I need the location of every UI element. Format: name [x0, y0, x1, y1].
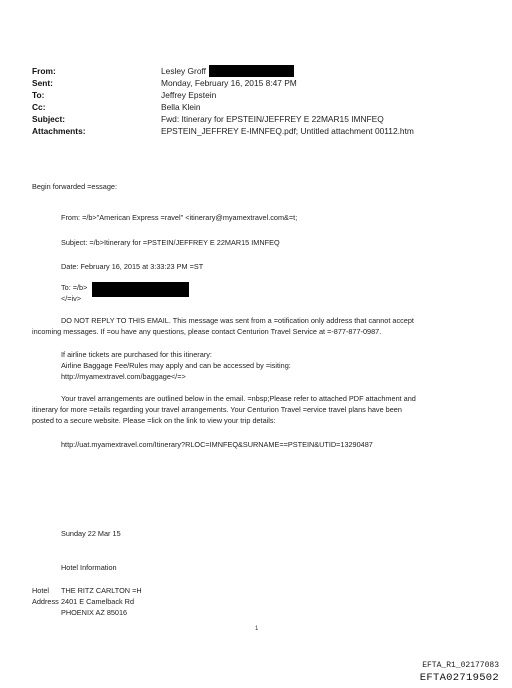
sent-value: Monday, February 16, 2015 8:47 PM [161, 78, 297, 88]
hotel-name: THE RITZ CARLTON =H [61, 586, 142, 595]
arrangements-line: Your travel arrangements are outlined below in the email. =nbsp;Please refer to attached PDF attachment and [61, 394, 416, 403]
cc-value: Bella Klein [161, 102, 201, 112]
baggage-link[interactable]: http://myamextravel.com/baggage</=> [61, 372, 186, 381]
redaction-box [92, 282, 189, 297]
baggage-line: Airline Baggage Fee/Rules may apply and can be accessed by =isiting: [61, 361, 291, 370]
subject-value: Fwd: Itinerary for EPSTEIN/JEFFREY E 22MAR15 IMNFEQ [161, 114, 384, 124]
arrangements-line: posted to a secure website. Please =lick on the link to view your trip details: [32, 416, 276, 425]
page-number: 1 [255, 626, 259, 632]
notice-line: DO NOT REPLY TO THIS EMAIL. This message was sent from a =otification only address that cannot accept [61, 316, 414, 325]
sent-label: Sent: [32, 78, 53, 88]
forwarded-from-line: From: =/b>"American Express =ravel" <itinerary@myamextravel.com&=t; [61, 213, 298, 222]
subject-label: Subject: [32, 114, 66, 124]
bates-stamp-large: EFTA02719502 [419, 672, 499, 684]
notice-line: incoming messages. If =ou have any questions, please contact Centurion Travel Service at =-877-877-0987. [32, 327, 382, 336]
attachments-label: Attachments: [32, 126, 86, 136]
attachments-value: EPSTEIN_JEFFREY E-IMNFEQ.pdf; Untitled attachment 00112.htm [161, 126, 414, 136]
arrangements-line: itinerary for more =etails regarding your travel arrangements. Your Centurion Travel =ervice travel plans have been [32, 405, 402, 414]
from-value: Lesley Groff [161, 66, 206, 76]
forwarded-date-line: Date: February 16, 2015 at 3:33:23 PM =ST [61, 262, 204, 271]
trip-details-link[interactable]: http://uat.myamextravel.com/Itinerary?RLOC=IMNFEQ&SURNAME==PSTEIN&UTID=13290487 [61, 440, 373, 449]
redaction-box [209, 65, 294, 77]
hotel-information-heading: Hotel Information [61, 563, 117, 572]
forwarded-to-line: To: =/b> [61, 283, 88, 292]
itinerary-date: Sunday 22 Mar 15 [61, 529, 121, 538]
forwarded-message-line: Begin forwarded =essage: [32, 182, 117, 191]
address-label: Address [32, 597, 59, 606]
div-close-tag: </=iv> [61, 294, 82, 303]
baggage-line: If airline tickets are purchased for this itinerary: [61, 350, 212, 359]
bates-stamp-small: EFTA_R1_02177083 [422, 661, 499, 670]
hotel-label: Hotel [32, 586, 50, 595]
forwarded-subject-line: Subject: =/b>Itinerary for =PSTEIN/JEFFREY E 22MAR15 IMNFEQ [61, 238, 280, 247]
to-label: To: [32, 90, 45, 100]
from-label: From: [32, 66, 56, 76]
to-value: Jeffrey Epstein [161, 90, 217, 100]
address-line: 2401 E Camelback Rd [61, 597, 135, 606]
address-line: PHOENIX AZ 85016 [61, 608, 128, 617]
cc-label: Cc: [32, 102, 46, 112]
